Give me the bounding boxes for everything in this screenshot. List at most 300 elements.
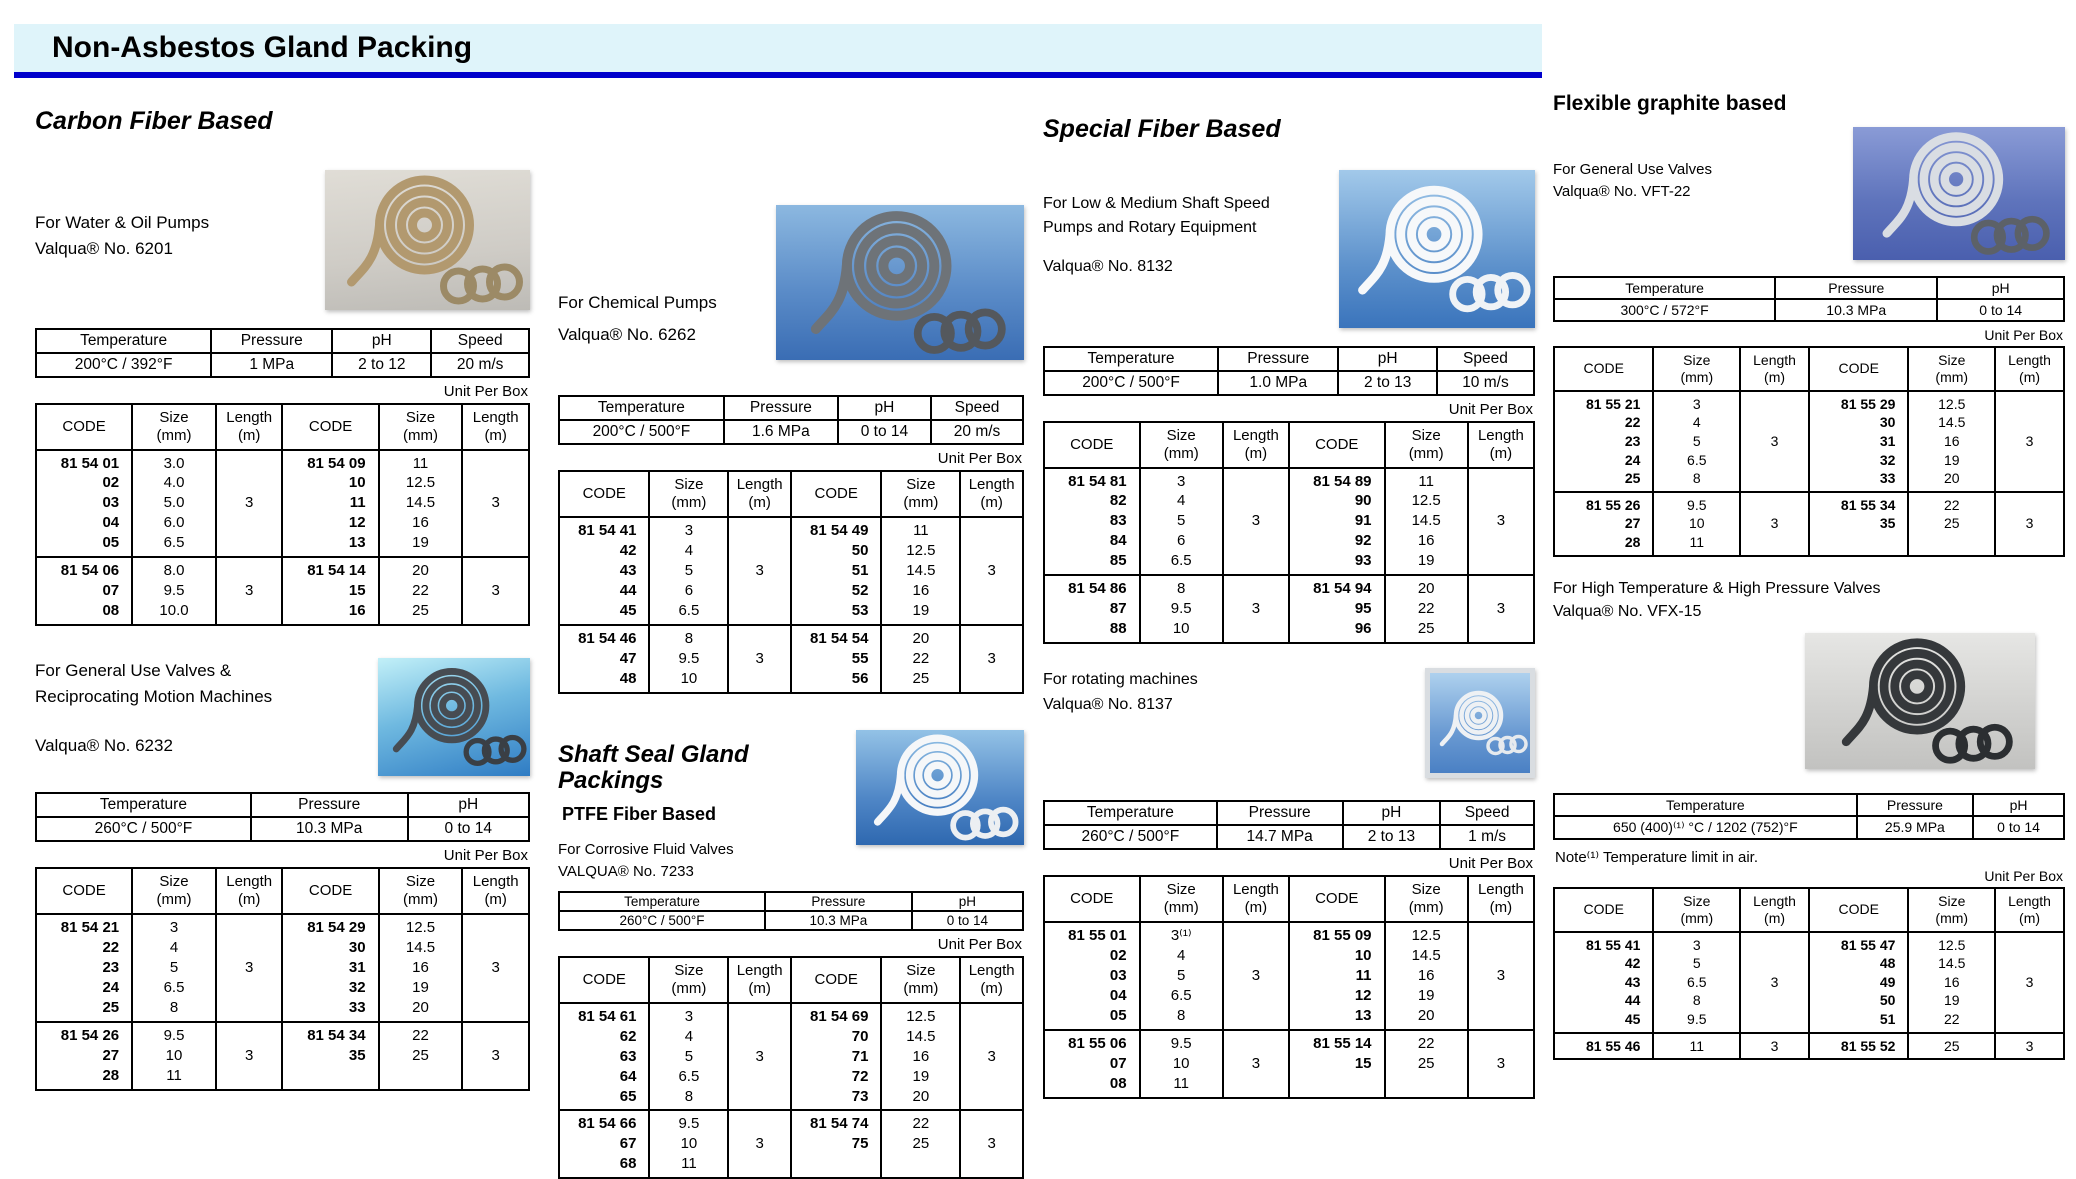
size-cell [1653, 932, 1740, 1033]
length-cell: 3 [960, 625, 1023, 693]
cell-line: 16 [1417, 532, 1435, 550]
cell-line: 10 [1354, 946, 1372, 964]
cell-line: 22 [412, 582, 429, 600]
column-header [960, 471, 1023, 517]
coil-illustration [1430, 673, 1530, 773]
size-cell [132, 557, 216, 625]
cell-line: 28 [102, 1066, 120, 1084]
cell-line: 81 54 54 [810, 629, 869, 647]
cell-line: (mm) [1163, 444, 1199, 462]
size-cell [1140, 1030, 1223, 1098]
product-desc-line: Reciprocating Motion Machines [35, 687, 273, 707]
size-cell [1140, 468, 1223, 576]
cell-line: 08 [102, 602, 120, 620]
cell-line: 43 [1624, 973, 1641, 990]
size-cell [1653, 1033, 1740, 1060]
cell-line: 20 [412, 998, 429, 1016]
cell-line: CODE [308, 417, 353, 435]
size-cell [881, 1003, 960, 1111]
column-header [36, 404, 132, 450]
spec-value: 0 to 14 [912, 911, 1023, 930]
column-header [1223, 422, 1289, 468]
code-cell [791, 1110, 881, 1178]
column-header [1385, 876, 1468, 922]
size-cell [379, 1022, 463, 1090]
cell-line: Length [1477, 426, 1524, 444]
cell-line: 16 [912, 581, 930, 599]
size-cell [1653, 492, 1740, 556]
cell-line: 81 54 49 [810, 522, 869, 539]
cell-line: Length [2008, 352, 2051, 369]
cell-line: Length [736, 961, 783, 979]
cell-line: 10 [348, 474, 366, 492]
spec-table-wrap [35, 792, 530, 842]
cell-line: 12.5 [1938, 395, 1966, 412]
code-cell [1554, 391, 1653, 492]
cell-line: 07 [102, 582, 120, 600]
length-cell: 3 [728, 1003, 791, 1111]
code-cell [1289, 575, 1385, 643]
spec-table [1553, 276, 2065, 322]
spec-value: 260°C / 500°F [36, 817, 251, 841]
cell-line: 43 [619, 561, 637, 579]
size-cell [1140, 922, 1223, 1030]
cell-line: (mm) [671, 979, 707, 997]
cell-line: 81 55 14 [1313, 1034, 1372, 1052]
length-cell: 3 [1995, 391, 2064, 492]
cell-line: Length [472, 873, 519, 890]
cell-line: 55 [851, 649, 869, 667]
code-cell [1809, 932, 1908, 1033]
cell-line: (mm) [403, 891, 438, 908]
cell-line: Length [736, 476, 783, 493]
cell-line: Length [1477, 881, 1524, 898]
cell-line: 84 [1109, 532, 1127, 550]
code-table [558, 470, 1024, 694]
cell-line: 22 [912, 649, 930, 667]
section-heading: Special Fiber Based [1043, 115, 1281, 143]
product-desc-line: For Chemical Pumps [558, 293, 717, 312]
cell-line: Size [1166, 426, 1196, 444]
length-cell: 3 [1223, 922, 1289, 1030]
cell-line: 22 [1943, 496, 1960, 513]
column-header [649, 957, 728, 1003]
cell-line: 20 [1417, 580, 1435, 598]
column-header [379, 404, 463, 450]
cell-line: CODE [582, 970, 626, 988]
unit-per-box-label: Unit Per Box [1984, 867, 2063, 884]
cell-line: (m) [237, 891, 261, 908]
spec-table-wrap [1553, 793, 2065, 840]
cell-line: 6.0 [163, 514, 185, 532]
column-header [1385, 422, 1468, 468]
spec-header: Temperature [1554, 277, 1775, 299]
column-header [216, 404, 283, 450]
cell-line: 8 [169, 998, 179, 1016]
cell-line: 81 54 74 [810, 1115, 869, 1133]
section-heading: Carbon Fiber Based [35, 107, 273, 135]
cell-line: (m) [1244, 444, 1268, 462]
spec-value: 0 to 14 [408, 817, 529, 841]
cell-line: 9.5 [163, 582, 185, 600]
unit-per-box-label: Unit Per Box [443, 382, 528, 400]
column-header [881, 957, 960, 1003]
spec-header: Speed [931, 396, 1023, 420]
length-cell: 3 [1740, 932, 1809, 1033]
length-cell: 3 [1223, 575, 1289, 643]
cell-line: 20 [912, 629, 930, 647]
spec-value: 2 to 13 [1338, 371, 1436, 395]
cell-line: (m) [484, 426, 507, 444]
spec-value: 20 m/s [931, 420, 1023, 444]
code-table-wrap [35, 403, 530, 627]
cell-line: (m) [2019, 368, 2041, 385]
cell-line: 19 [1943, 451, 1960, 468]
cell-line: 81 54 66 [578, 1115, 637, 1133]
size-cell [881, 517, 960, 625]
size-cell [1653, 391, 1740, 492]
cell-line: 48 [1879, 955, 1896, 972]
cell-line: (m) [980, 494, 1003, 511]
size-cell [379, 557, 463, 625]
spec-value: 1.0 MPa [1218, 371, 1338, 395]
code-table [1043, 421, 1535, 645]
unit-per-box-label: Unit Per Box [937, 450, 1022, 467]
cell-line: (m) [237, 426, 261, 444]
cell-line: 83 [1109, 512, 1127, 530]
cell-line: CODE [1583, 901, 1624, 918]
code-cell [1289, 922, 1385, 1030]
cell-line: 50 [851, 541, 869, 559]
cell-line: 23 [102, 958, 120, 976]
column-header [1223, 876, 1289, 922]
code-cell [559, 625, 649, 693]
cell-line: 81 55 21 [1585, 395, 1641, 412]
length-cell: 3 [1468, 1030, 1534, 1098]
product-desc [558, 839, 846, 883]
code-table-wrap [35, 867, 530, 1091]
section-heading: Shaft Seal Gland Packings [558, 740, 749, 794]
code-cell [791, 625, 881, 693]
cell-line: Length [1232, 426, 1279, 444]
column-header [649, 471, 728, 517]
coil-illustration [1339, 170, 1535, 328]
cell-line: 12.5 [906, 1007, 936, 1025]
size-cell [649, 1110, 728, 1178]
code-table [1553, 887, 2065, 1060]
cell-line: 81 54 46 [578, 629, 637, 647]
column-header [1995, 347, 2064, 391]
cell-line: 6.5 [163, 534, 185, 552]
product-7233 [558, 742, 1024, 883]
size-cell [881, 1110, 960, 1178]
cell-line: CODE [1583, 360, 1624, 377]
spec-value: 10.3 MPa [765, 911, 912, 930]
cell-line: 81 54 21 [60, 919, 120, 936]
cell-line: 35 [348, 1046, 366, 1064]
cell-line: 81 54 89 [1313, 472, 1372, 490]
cell-line: 03 [1109, 966, 1127, 984]
cell-line: 81 54 69 [810, 1007, 869, 1025]
length-cell: 3 [216, 557, 283, 625]
cell-line: (m) [484, 891, 507, 908]
spec-table-wrap [558, 891, 1024, 931]
column-header [36, 868, 132, 914]
cell-line: 14.5 [405, 494, 436, 512]
cell-line: 81 54 86 [1068, 580, 1127, 598]
column-header [462, 868, 529, 914]
code-cell [1554, 1033, 1653, 1060]
cell-line: 12.5 [405, 474, 436, 492]
code-cell [1554, 492, 1653, 556]
product-desc-line: Valqua® No. VFX-15 [1553, 602, 1702, 620]
column-header [1908, 888, 1995, 932]
spec-header: Speed [431, 329, 529, 353]
spec-value: 1.6 MPa [724, 420, 838, 444]
size-cell [1385, 922, 1468, 1030]
cell-line: 15 [1354, 1054, 1372, 1072]
cell-line: 05 [1109, 1006, 1127, 1024]
cell-line: 19 [412, 978, 429, 996]
column-header [559, 957, 649, 1003]
cell-line: 9.5 [1687, 1010, 1707, 1027]
length-cell: 3 [1468, 468, 1534, 576]
cell-line: 19 [412, 534, 429, 552]
cell-line: 9.5 [678, 649, 700, 667]
product-desc [1553, 577, 2065, 623]
cell-line: 48 [619, 669, 637, 687]
code-cell [1044, 468, 1140, 576]
spec-header: Temperature [36, 329, 211, 353]
cell-line: 25 [1624, 470, 1641, 487]
column-carbon-fiber [35, 0, 530, 1091]
cell-line: 25 [1943, 1037, 1960, 1054]
size-cell [132, 450, 216, 558]
code-table [35, 403, 530, 627]
size-cell [379, 914, 463, 1022]
cell-line: 12.5 [1411, 927, 1441, 944]
column-header [881, 471, 960, 517]
cell-line: CODE [1838, 901, 1879, 918]
cell-line: 14.5 [1938, 955, 1966, 972]
spec-header: Pressure [1218, 347, 1338, 371]
cell-line: 45 [619, 601, 637, 619]
column-header [1995, 888, 2064, 932]
spec-header: pH [408, 793, 529, 817]
cell-line: 6.5 [678, 601, 700, 619]
cell-line: 87 [1109, 600, 1127, 618]
size-cell [1385, 1030, 1468, 1098]
unit-per-box-label: Unit Per Box [937, 935, 1022, 953]
cell-line: 42 [619, 541, 637, 559]
cell-line: 81 55 09 [1313, 927, 1372, 944]
column-header [1809, 888, 1908, 932]
product-desc [1043, 668, 1198, 718]
cell-line: 81 54 94 [1313, 580, 1372, 598]
product-6262 [558, 205, 1024, 360]
length-cell: 3 [1740, 1033, 1809, 1060]
code-cell [1809, 492, 1908, 556]
spec-header: Pressure [1217, 801, 1343, 825]
cell-line: Length [226, 873, 273, 890]
product-desc-line: For Corrosive Fluid Valves [558, 841, 734, 859]
code-cell [1289, 1030, 1385, 1098]
cell-line: 9.5 [1170, 1034, 1192, 1052]
cell-line: 3.0 [163, 454, 185, 472]
cell-line: 62 [619, 1027, 637, 1045]
length-cell: 3 [216, 1022, 283, 1090]
cell-line: 81 55 41 [1585, 936, 1641, 953]
column-header [1653, 347, 1740, 391]
cell-line: 5 [684, 1047, 694, 1065]
code-cell [36, 1022, 132, 1090]
cell-line: (m) [748, 979, 771, 997]
cell-line: 9.5 [678, 1115, 700, 1133]
cell-line: Size [1938, 892, 1966, 909]
product-vfx15 [1553, 577, 2065, 769]
spec-value: 2 to 13 [1343, 825, 1441, 849]
spec-header: Pressure [765, 892, 912, 911]
spec-table [35, 792, 530, 842]
cell-line: 47 [619, 649, 637, 667]
cell-line: 24 [102, 978, 120, 996]
size-cell [649, 517, 728, 625]
cell-line: 9.5 [1170, 600, 1192, 618]
length-cell: 3 [1740, 391, 1809, 492]
cell-line: Length [226, 408, 273, 426]
cell-line: 42 [1624, 955, 1641, 972]
cell-line: 81 54 29 [307, 919, 366, 936]
cell-line: 10 [165, 1046, 183, 1064]
product-desc [35, 210, 209, 263]
cell-line: 4 [1177, 946, 1186, 964]
code-cell [36, 914, 132, 1022]
length-cell: 3 [728, 517, 791, 625]
product-8132 [1043, 170, 1535, 328]
cell-line: 16 [1417, 966, 1435, 984]
cell-line: 27 [102, 1046, 120, 1064]
product-photo-vft22 [1853, 127, 2065, 260]
spec-header: Temperature [1044, 801, 1217, 825]
cell-line: (mm) [1680, 909, 1714, 926]
cell-line: 11 [1173, 1074, 1189, 1092]
code-cell [282, 450, 378, 558]
cell-line: Length [472, 408, 519, 426]
spec-table-wrap [1553, 276, 2065, 322]
cell-line: (mm) [156, 426, 192, 444]
spec-header: pH [838, 396, 931, 420]
cell-line: (mm) [403, 426, 438, 444]
cell-line: 22 [912, 1115, 930, 1133]
cell-line: 6.5 [1170, 552, 1192, 570]
cell-line: 16 [1943, 432, 1960, 449]
cell-line: 19 [1417, 986, 1435, 1004]
cell-line: 30 [1879, 414, 1896, 431]
coil-illustration [856, 730, 1024, 845]
cell-line: 27 [1624, 515, 1641, 532]
cell-line: 4 [684, 541, 694, 559]
cell-line: Size [405, 408, 436, 426]
cell-line: 5 [1692, 955, 1701, 972]
cell-line: 12 [348, 514, 366, 532]
cell-line: (mm) [156, 891, 192, 908]
spec-table-wrap [35, 328, 530, 378]
cell-line: 3⁽¹⁾ [1170, 927, 1192, 944]
coil-illustration [378, 658, 530, 776]
cell-line: 3 [684, 522, 694, 539]
spec-value: 0 to 14 [1973, 816, 2064, 839]
cell-line: 81 55 29 [1840, 395, 1896, 412]
code-cell [1044, 575, 1140, 643]
cell-line: 11 [681, 1155, 697, 1173]
length-cell: 3 [728, 625, 791, 693]
cell-line: (mm) [1163, 899, 1199, 916]
length-cell: 3 [1740, 492, 1809, 556]
length-cell: 3 [960, 1110, 1023, 1178]
cell-line: Size [1411, 881, 1441, 898]
code-cell [36, 557, 132, 625]
unit-per-box-label: Unit Per Box [1448, 400, 1533, 418]
cell-line: 4 [684, 1027, 694, 1045]
spec-header: pH [1973, 794, 2064, 816]
cell-line: 5 [1692, 432, 1701, 449]
product-desc [1553, 159, 1712, 203]
size-cell [1908, 932, 1995, 1033]
spec-header: pH [332, 329, 431, 353]
coil-illustration [1853, 127, 2065, 260]
cell-line: 11 [1689, 533, 1705, 550]
cell-line: 51 [851, 561, 869, 579]
cell-line: 20 [412, 562, 429, 580]
cell-line: Length [1753, 892, 1796, 909]
spec-header: Temperature [1044, 347, 1218, 371]
cell-line: Length [968, 476, 1015, 493]
size-cell [1140, 575, 1223, 643]
spec-value: 1 m/s [1440, 825, 1534, 849]
product-desc-line: Pumps and Rotary Equipment [1043, 219, 1257, 237]
section-heading: Flexible graphite based [1553, 92, 1787, 115]
size-cell [1908, 492, 1995, 556]
cell-line: 53 [851, 601, 869, 619]
column-header [1809, 347, 1908, 391]
spec-header: Speed [1437, 347, 1534, 371]
code-cell [559, 517, 649, 625]
cell-line: Size [1166, 881, 1196, 898]
spec-header: Temperature [36, 793, 251, 817]
cell-line: 81 54 61 [578, 1007, 637, 1025]
cell-line: 10 [680, 1135, 698, 1153]
column-header [1289, 876, 1385, 922]
spec-header: Temperature [1554, 794, 1857, 816]
cell-line: 08 [1109, 1074, 1127, 1092]
column-header [1554, 347, 1653, 391]
cell-line: 4 [1692, 414, 1701, 431]
code-cell [282, 557, 378, 625]
cell-line: 14.5 [906, 561, 936, 579]
cell-line: 95 [1354, 600, 1372, 618]
column-header [1289, 422, 1385, 468]
spec-value: 14.7 MPa [1217, 825, 1343, 849]
cell-line: Size [1683, 352, 1711, 369]
column-header [1653, 888, 1740, 932]
column-header [728, 957, 791, 1003]
cell-line: (m) [1489, 444, 1513, 462]
cell-line: 12.5 [405, 919, 436, 936]
size-cell [1908, 1033, 1995, 1060]
cell-line: 81 54 09 [307, 454, 366, 472]
column-header [1468, 876, 1534, 922]
cell-line: (m) [1764, 368, 1786, 385]
